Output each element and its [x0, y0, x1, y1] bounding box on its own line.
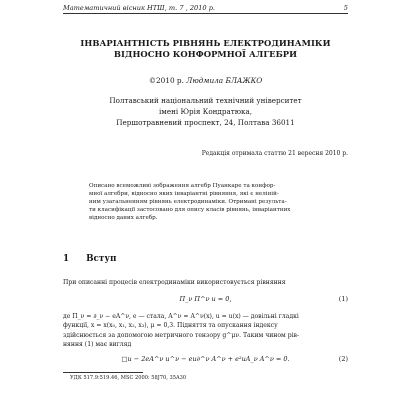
- section-number: 1: [63, 254, 70, 264]
- footnote: УДК 517.9:519.46, MSC 2000: 58J70, 35A30: [70, 375, 187, 381]
- equation-1-formula: Π_ν Π^ν u = 0,: [179, 295, 232, 303]
- journal-name: Математичний вісник НТШ, т. 7 , 2010 р.: [63, 4, 216, 12]
- received-date: Редакція отримала статтю 21 вересня 2010 р.: [201, 150, 348, 157]
- abstract-line: Описано всеможливі зображення алгебр Пуанкаре та конфор-: [89, 183, 276, 189]
- paragraph-line: няння (1) має вигляд: [63, 340, 132, 348]
- paper-title: [63, 38, 348, 59]
- intro-paragraph-1: [63, 278, 348, 287]
- section-title: Вступ: [86, 254, 117, 264]
- title-line-1: ІНВАРІАНТНІСТЬ РІВНЯНЬ ЕЛЕКТРОДИНАМІКИ: [80, 38, 331, 48]
- author-line: [63, 76, 348, 85]
- copyright: ©2010 р.: [148, 76, 184, 85]
- affiliation-line-2: імені Юрія Кондратюка,: [158, 107, 253, 116]
- abstract-line: ним узагальненням рівнянь електродинаміки. Отримані результа-: [89, 198, 287, 205]
- paragraph-line: здійснюється за допомогою метричного тензору g^μν. Таким чином рів-: [63, 331, 300, 339]
- paragraph-line: функції, x = x(x₀, x₁, x₂, x₃), μ = 0,3. Підняття та опускання індексу: [63, 322, 278, 330]
- abstract-line: мної алгебри, відносно яких інваріантні рівняння, які є нелiнiй-: [89, 190, 279, 197]
- footnote-rule: [63, 372, 143, 373]
- title-line-2: ВІДНОСНО КОНФОРМНОЇ АЛГЕБРИ: [113, 48, 298, 59]
- section-heading: [63, 254, 116, 264]
- author-name: Людмила БЛАЖКО: [186, 76, 263, 85]
- equation-1-tag: (1): [338, 295, 348, 303]
- intro-paragraph-2: [63, 312, 348, 349]
- abstract-line: ти класифікації застосовано для опису класів рівнянь, інваріантних: [89, 206, 291, 213]
- affiliation-line-3: Першотравневий проспект, 24, Полтава 36011: [116, 118, 295, 127]
- paragraph-line: де Π_ν = ∂_ν − eA^ν, e — стала, A^ν = A^ν(x), u = u(x) — довільні гладкі: [63, 313, 299, 320]
- equation-2-tag: (2): [338, 355, 348, 363]
- header-rule: [63, 13, 348, 14]
- paragraph-line: При описанні процесів електродинаміки використовується рівняння: [63, 279, 286, 286]
- page-number: 5: [343, 4, 348, 12]
- affiliation: [63, 95, 348, 128]
- affiliation-line-1: Полтавський національний технічний університет: [109, 96, 302, 105]
- abstract-line: відносно даних алгебр.: [89, 214, 158, 221]
- equation-2-formula: □u − 2eA^ν u^ν − eu∂^ν A^ν + e²uA_ν A^ν = 0.: [121, 355, 290, 363]
- abstract: [89, 183, 320, 223]
- running-head: [63, 4, 348, 12]
